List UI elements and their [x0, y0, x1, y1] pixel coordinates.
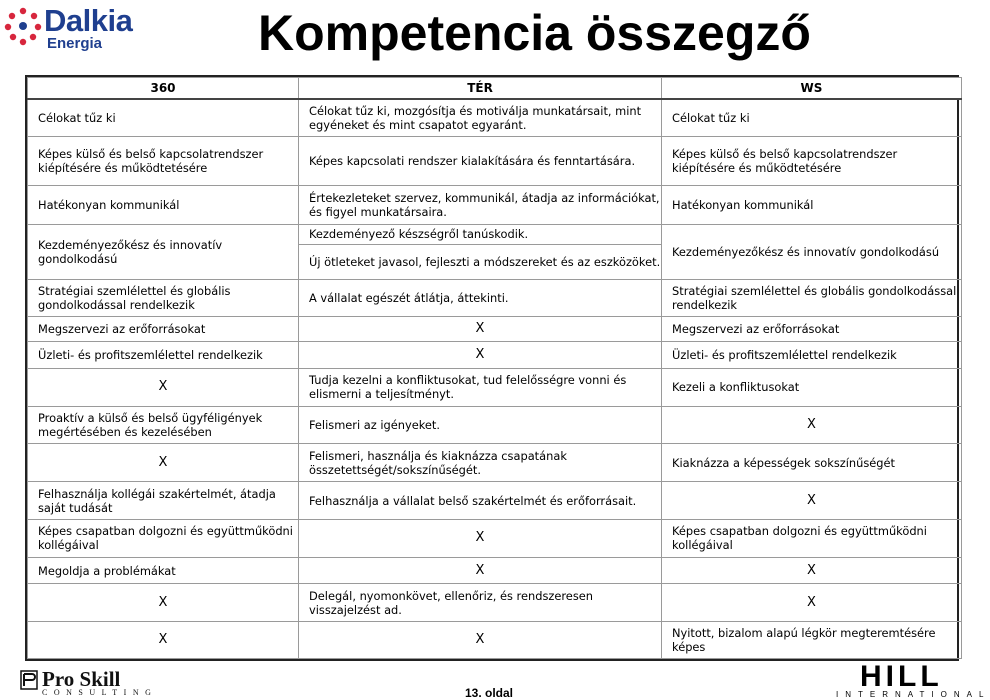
cell-ws: Stratégiai szemlélettel és globális gondolkodással rendelkezik: [662, 279, 962, 316]
dalkia-star-icon: [4, 6, 42, 46]
table-row: [28, 482, 962, 520]
cell-ws: Kiaknázza a képességek sokszínűségét: [662, 444, 962, 482]
cell-360: Proaktív a külső és belső ügyféligények megértésében és kezelésében: [28, 406, 299, 444]
cell-360: Üzleti- és profitszemlélettel rendelkezik: [28, 342, 299, 369]
table-row: [28, 342, 962, 369]
page-title: Kompetencia összegző: [258, 5, 811, 61]
table-row: [28, 279, 962, 316]
hill-logo: [836, 660, 990, 700]
hill-subtitle: INTERNATIONAL: [836, 690, 990, 699]
cell-360: Megszervezi az erőforrásokat: [28, 316, 299, 342]
cell-ter: X: [299, 342, 662, 369]
table-row: [28, 584, 962, 622]
cell-360: Képes csapatban dolgozni és együttműködni kollégáival: [28, 519, 299, 557]
cell-360: Célokat tűz ki: [28, 99, 299, 136]
cell-ws: X: [662, 406, 962, 444]
hill-name: HILL: [860, 660, 943, 693]
cell-ter: X: [299, 557, 662, 584]
cell-ter: X: [299, 316, 662, 342]
table-row: [28, 136, 962, 185]
cell-ter: Tudja kezelni a konfliktusokat, tud felelősségre vonni és elismerni a teljesítményt.: [299, 368, 662, 406]
cell-ter: Felismeri, használja és kiaknázza csapatának összetettségét/sokszínűségét.: [299, 444, 662, 482]
cell-ter: X: [299, 622, 662, 659]
table-row: [28, 557, 962, 584]
cell-ter: X: [299, 519, 662, 557]
competency-table: [25, 75, 959, 661]
table-header-row: [28, 78, 962, 100]
table-row: [28, 224, 962, 244]
cell-360: Stratégiai szemlélettel és globális gondolkodással rendelkezik: [28, 279, 299, 316]
table-row: [28, 444, 962, 482]
cell-ws: Képes csapatban dolgozni és együttműködni kollégáival: [662, 519, 962, 557]
logo-name: Dalkia: [44, 3, 133, 38]
cell-ws: Nyitott, bizalom alapú légkör megteremtésére képes: [662, 622, 962, 659]
cell-ter-extra: Új ötleteket javasol, fejleszti a módszereket és az eszközöket.: [299, 245, 662, 280]
cell-360: Felhasználja kollégái szakértelmét, átadja saját tudását: [28, 482, 299, 520]
cell-ws: Kezeli a konfliktusokat: [662, 368, 962, 406]
cell-ter: Értekezleteket szervez, kommunikál, átadja az információkat, és figyel munkatársaira.: [299, 185, 662, 224]
cell-ws: Képes külső és belső kapcsolatrendszer kiépítésére és működtetésére: [662, 136, 962, 185]
dalkia-logo: [4, 4, 154, 54]
proskill-logo: [20, 667, 158, 698]
cell-360: X: [28, 444, 299, 482]
cell-ter: Felhasználja a vállalat belső szakértelmét és erőforrásait.: [299, 482, 662, 520]
table-row: [28, 99, 962, 136]
cell-ter: Felismeri az igényeket.: [299, 406, 662, 444]
cell-ter: Képes kapcsolati rendszer kialakítására és fenntartására.: [299, 136, 662, 185]
table-row: [28, 368, 962, 406]
cell-ws: Megszervezi az erőforrásokat: [662, 316, 962, 342]
column-header-ter: TÉR: [299, 78, 662, 100]
column-header-360: 360: [28, 78, 299, 100]
cell-ws: Hatékonyan kommunikál: [662, 185, 962, 224]
cell-360: X: [28, 368, 299, 406]
cell-ws: X: [662, 584, 962, 622]
column-header-ws: WS: [662, 78, 962, 100]
cell-360: Megoldja a problémákat: [28, 557, 299, 584]
table-row: [28, 316, 962, 342]
cell-ws: X: [662, 482, 962, 520]
table-row: [28, 185, 962, 224]
cell-ter: A vállalat egészét átlátja, áttekinti.: [299, 279, 662, 316]
cell-360: X: [28, 622, 299, 659]
cell-ws: Üzleti- és profitszemlélettel rendelkezik: [662, 342, 962, 369]
table-row: [28, 622, 962, 659]
cell-ws: Célokat tűz ki: [662, 99, 962, 136]
proskill-name: Pro Skill: [42, 667, 121, 691]
cell-360: Hatékonyan kommunikál: [28, 185, 299, 224]
table-row: [28, 519, 962, 557]
cell-ter: Kezdeményező készségről tanúskodik.: [299, 224, 662, 244]
proskill-subtitle: CONSULTING: [42, 688, 158, 697]
cell-ws: X: [662, 557, 962, 584]
proskill-mark-icon: [20, 670, 38, 690]
cell-ws: Kezdeményezőkész és innovatív gondolkodású: [662, 224, 962, 279]
cell-ter: Delegál, nyomonkövet, ellenőriz, és rendszeresen visszajelzést ad.: [299, 584, 662, 622]
cell-360: X: [28, 584, 299, 622]
cell-ter: Célokat tűz ki, mozgósítja és motiválja munkatársait, mint egyéneket és mint csapatot egyaránt.: [299, 99, 662, 136]
cell-360: Képes külső és belső kapcsolatrendszer kiépítésére és működtetésére: [28, 136, 299, 185]
cell-360: Kezdeményezőkész és innovatív gondolkodású: [28, 224, 299, 279]
logo-subtitle: Energia: [47, 35, 103, 52]
table-row: [28, 406, 962, 444]
page-number: 13. oldal: [465, 686, 514, 700]
